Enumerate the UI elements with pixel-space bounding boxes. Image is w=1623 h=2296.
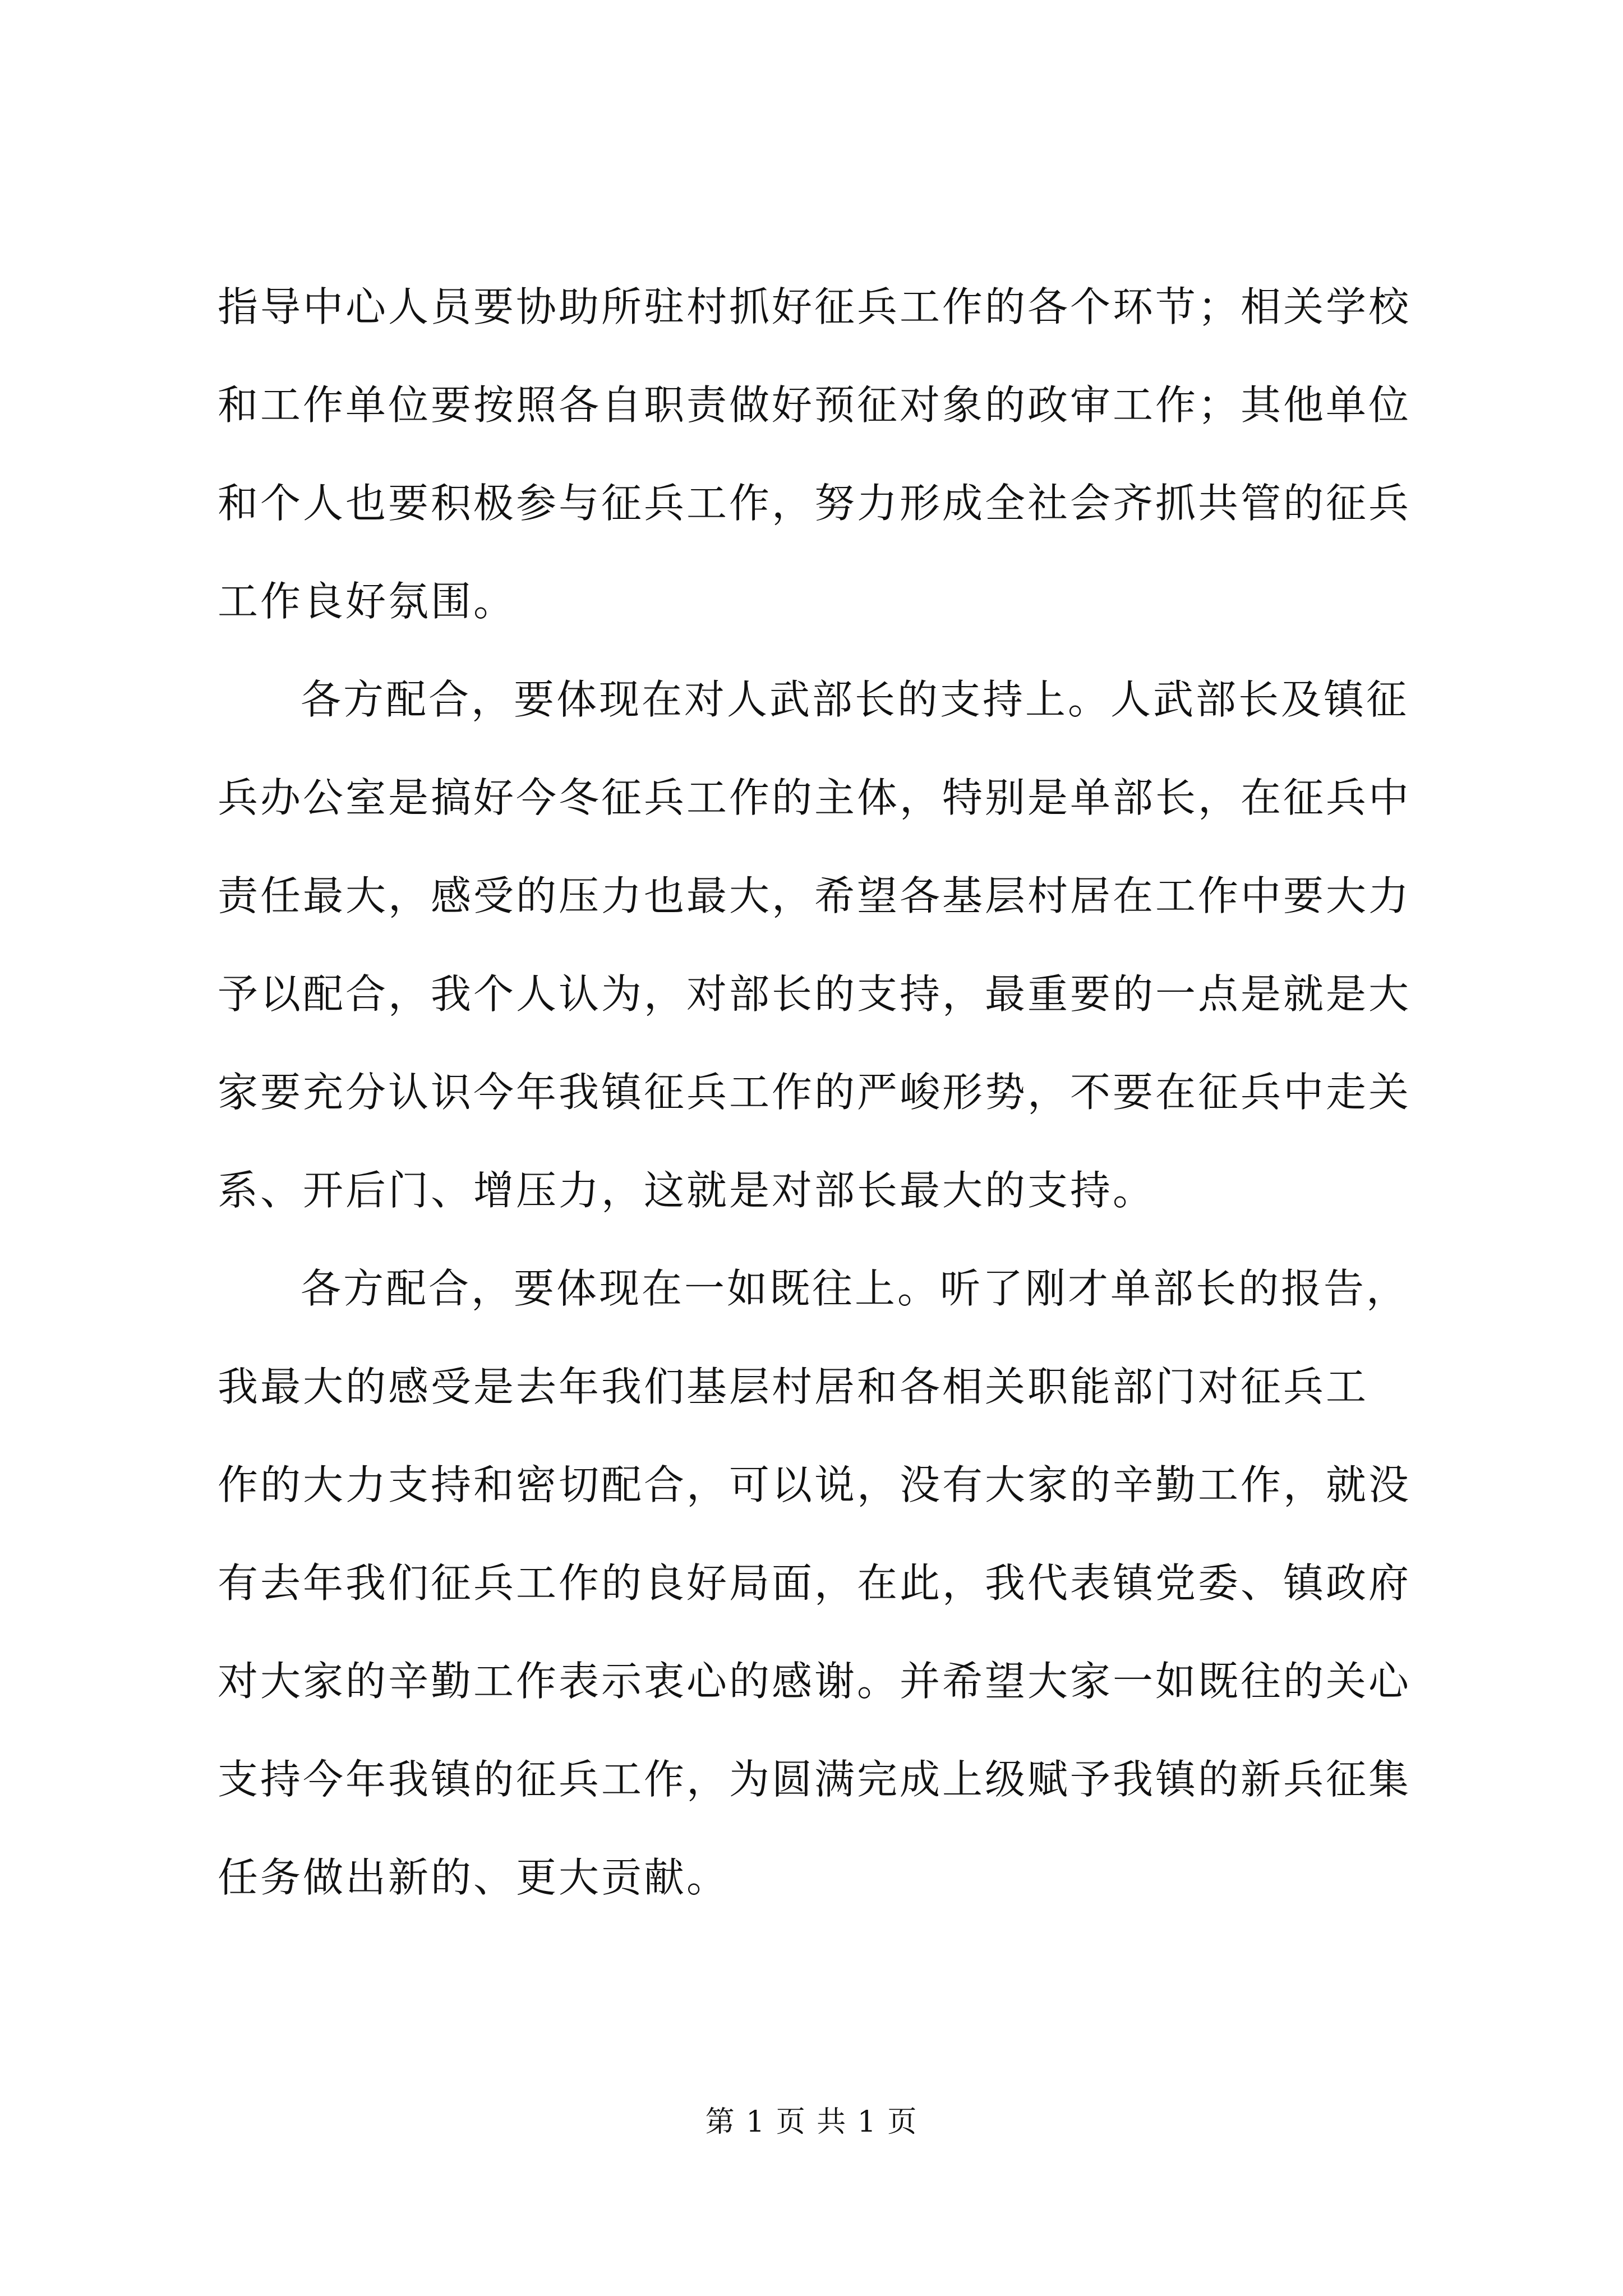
paragraph-first-line: 各方配合，要体现在对人武部长的支持上。人武部长及镇征 (301, 676, 1409, 723)
page-footer: 第 1 页 共 1 页 (705, 2105, 918, 2139)
text-line: 指导中心人员要协助所驻村抓好征兵工作的各个环节；相关学校 (218, 283, 1412, 330)
document-body (218, 258, 1412, 1927)
text-line: 和个人也要积极参与征兵工作，努力形成全社会齐抓共管的征兵 (218, 480, 1412, 527)
text-line: 和工作单位要按照各自职责做好预征对象的政审工作；其他单位 (218, 381, 1412, 429)
text-line: 作的大力支持和密切配合，可以说，没有大家的辛勤工作，就没 (218, 1461, 1412, 1508)
text-line: 家要充分认识今年我镇征兵工作的严峻形势，不要在征兵中走关 (218, 1069, 1412, 1116)
text-line: 我最大的感受是去年我们基层村居和各相关职能部门对征兵工 (218, 1363, 1369, 1410)
text-line: 支持今年我镇的征兵工作，为圆满完成上级赋予我镇的新兵征集 (218, 1756, 1412, 1803)
text-line: 任务做出新的、更大贡献。 (218, 1854, 730, 1901)
text-line: 予以配合，我个人认为，对部长的支持，最重要的一点是就是大 (218, 970, 1412, 1018)
paragraph-first-line: 各方配合，要体现在一如既往上。听了刚才单部长的报告， (301, 1265, 1409, 1312)
text-line: 工作良好氛围。 (218, 578, 517, 625)
text-line: 责任最大，感受的压力也最大，希望各基层村居在工作中要大力 (218, 872, 1412, 919)
text-line: 有去年我们征兵工作的良好局面，在此，我代表镇党委、镇政府 (218, 1559, 1412, 1607)
text-line: 兵办公室是搞好今冬征兵工作的主体，特别是单部长，在征兵中 (218, 774, 1412, 821)
text-line: 系、开后门、增压力，这就是对部长最大的支持。 (218, 1167, 1156, 1214)
text-line: 对大家的辛勤工作表示衷心的感谢。并希望大家一如既往的关心 (218, 1658, 1412, 1705)
